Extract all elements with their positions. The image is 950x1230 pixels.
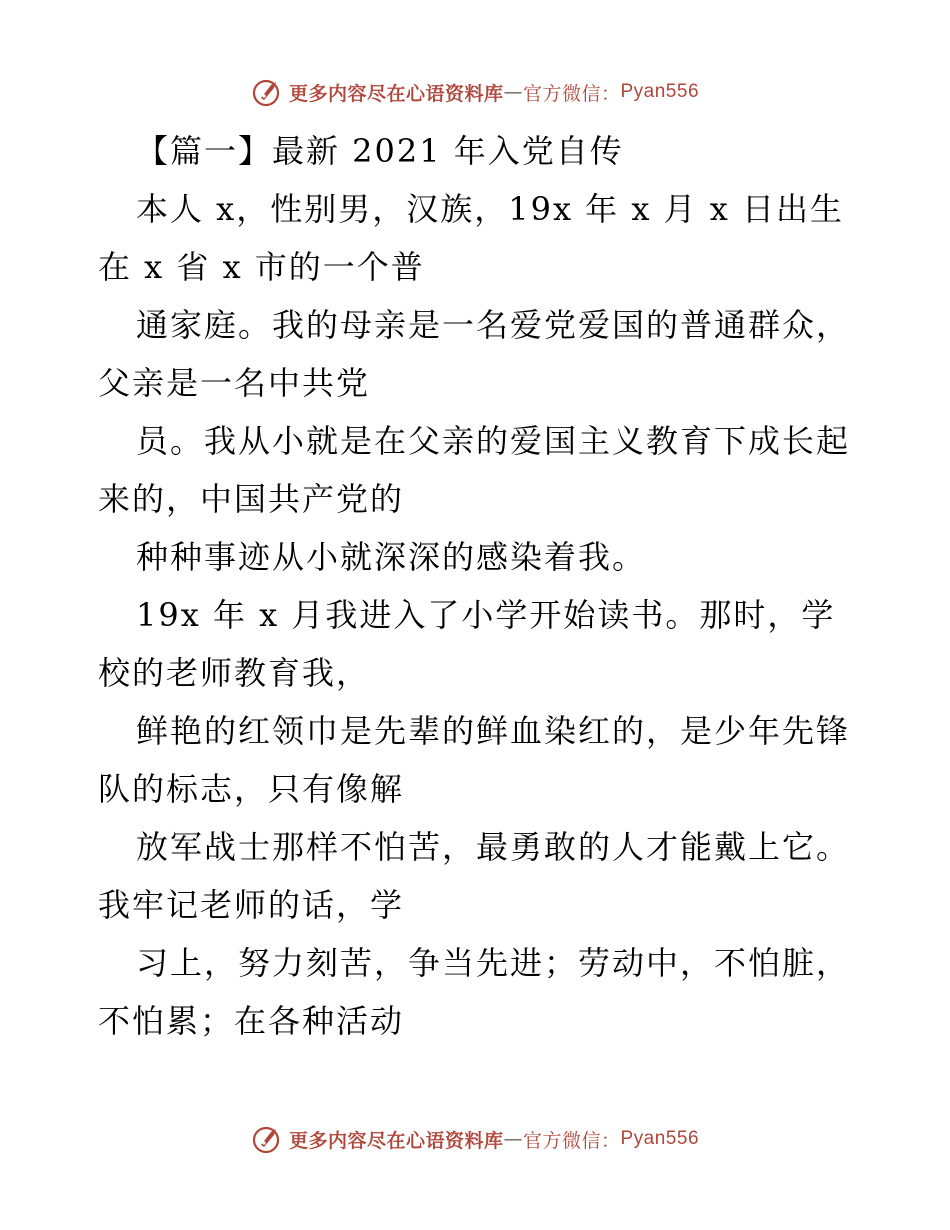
banner-wechat-label: 官方微信： bbox=[522, 82, 621, 105]
pen-nib-logo-icon bbox=[251, 76, 283, 108]
text-line: 来的，中国共产党的 bbox=[98, 480, 405, 518]
banner-wechat-label: 官方微信： bbox=[522, 1129, 621, 1152]
pen-nib-logo-icon bbox=[251, 1123, 283, 1155]
text-line: 父亲是一名中共党 bbox=[98, 364, 371, 402]
text-line: 不怕累；在各种活动 bbox=[98, 1002, 405, 1040]
text-line: 习上，努力刻苦，争当先进；劳动中，不怕脏， bbox=[136, 944, 851, 982]
banner-separator: — bbox=[503, 1128, 523, 1150]
text-line: 放军战士那样不怕苦，最勇敢的人才能戴上它。 bbox=[136, 828, 851, 866]
banner-main-text: 更多内容尽在心语资料库 bbox=[288, 82, 504, 105]
banner-main-text: 更多内容尽在心语资料库 bbox=[288, 1129, 504, 1152]
document-body bbox=[98, 122, 858, 1050]
text-line: 鲜艳的红领巾是先辈的鲜血染红的，是少年先锋 bbox=[136, 712, 851, 750]
text-line: 队的标志，只有像解 bbox=[98, 770, 405, 808]
text-line: 通家庭。我的母亲是一名爱党爱国的普通群众， bbox=[136, 306, 851, 344]
header-watermark-banner bbox=[0, 72, 950, 112]
text-line: 员。我从小就是在父亲的爱国主义教育下成长起 bbox=[136, 422, 851, 460]
footer-watermark-banner bbox=[0, 1119, 950, 1159]
text-line: 在 x 省 x 市的一个普 bbox=[98, 248, 425, 286]
text-line: 19x 年 x 月我进入了小学开始读书。那时，学 bbox=[136, 596, 836, 634]
banner-wechat-id: Pyan556 bbox=[620, 81, 700, 102]
text-line: 本人 x，性别男，汉族，19x 年 x 月 x 日出生 bbox=[136, 190, 844, 228]
text-line: 种种事迹从小就深深的感染着我。 bbox=[136, 538, 647, 576]
document-title: 【篇一】最新 2021 年入党自传 bbox=[136, 132, 624, 170]
text-line: 校的老师教育我， bbox=[98, 654, 371, 692]
text-line: 我牢记老师的话，学 bbox=[98, 886, 405, 924]
banner-wechat-id: Pyan556 bbox=[620, 1128, 700, 1149]
banner-separator: — bbox=[503, 81, 523, 103]
